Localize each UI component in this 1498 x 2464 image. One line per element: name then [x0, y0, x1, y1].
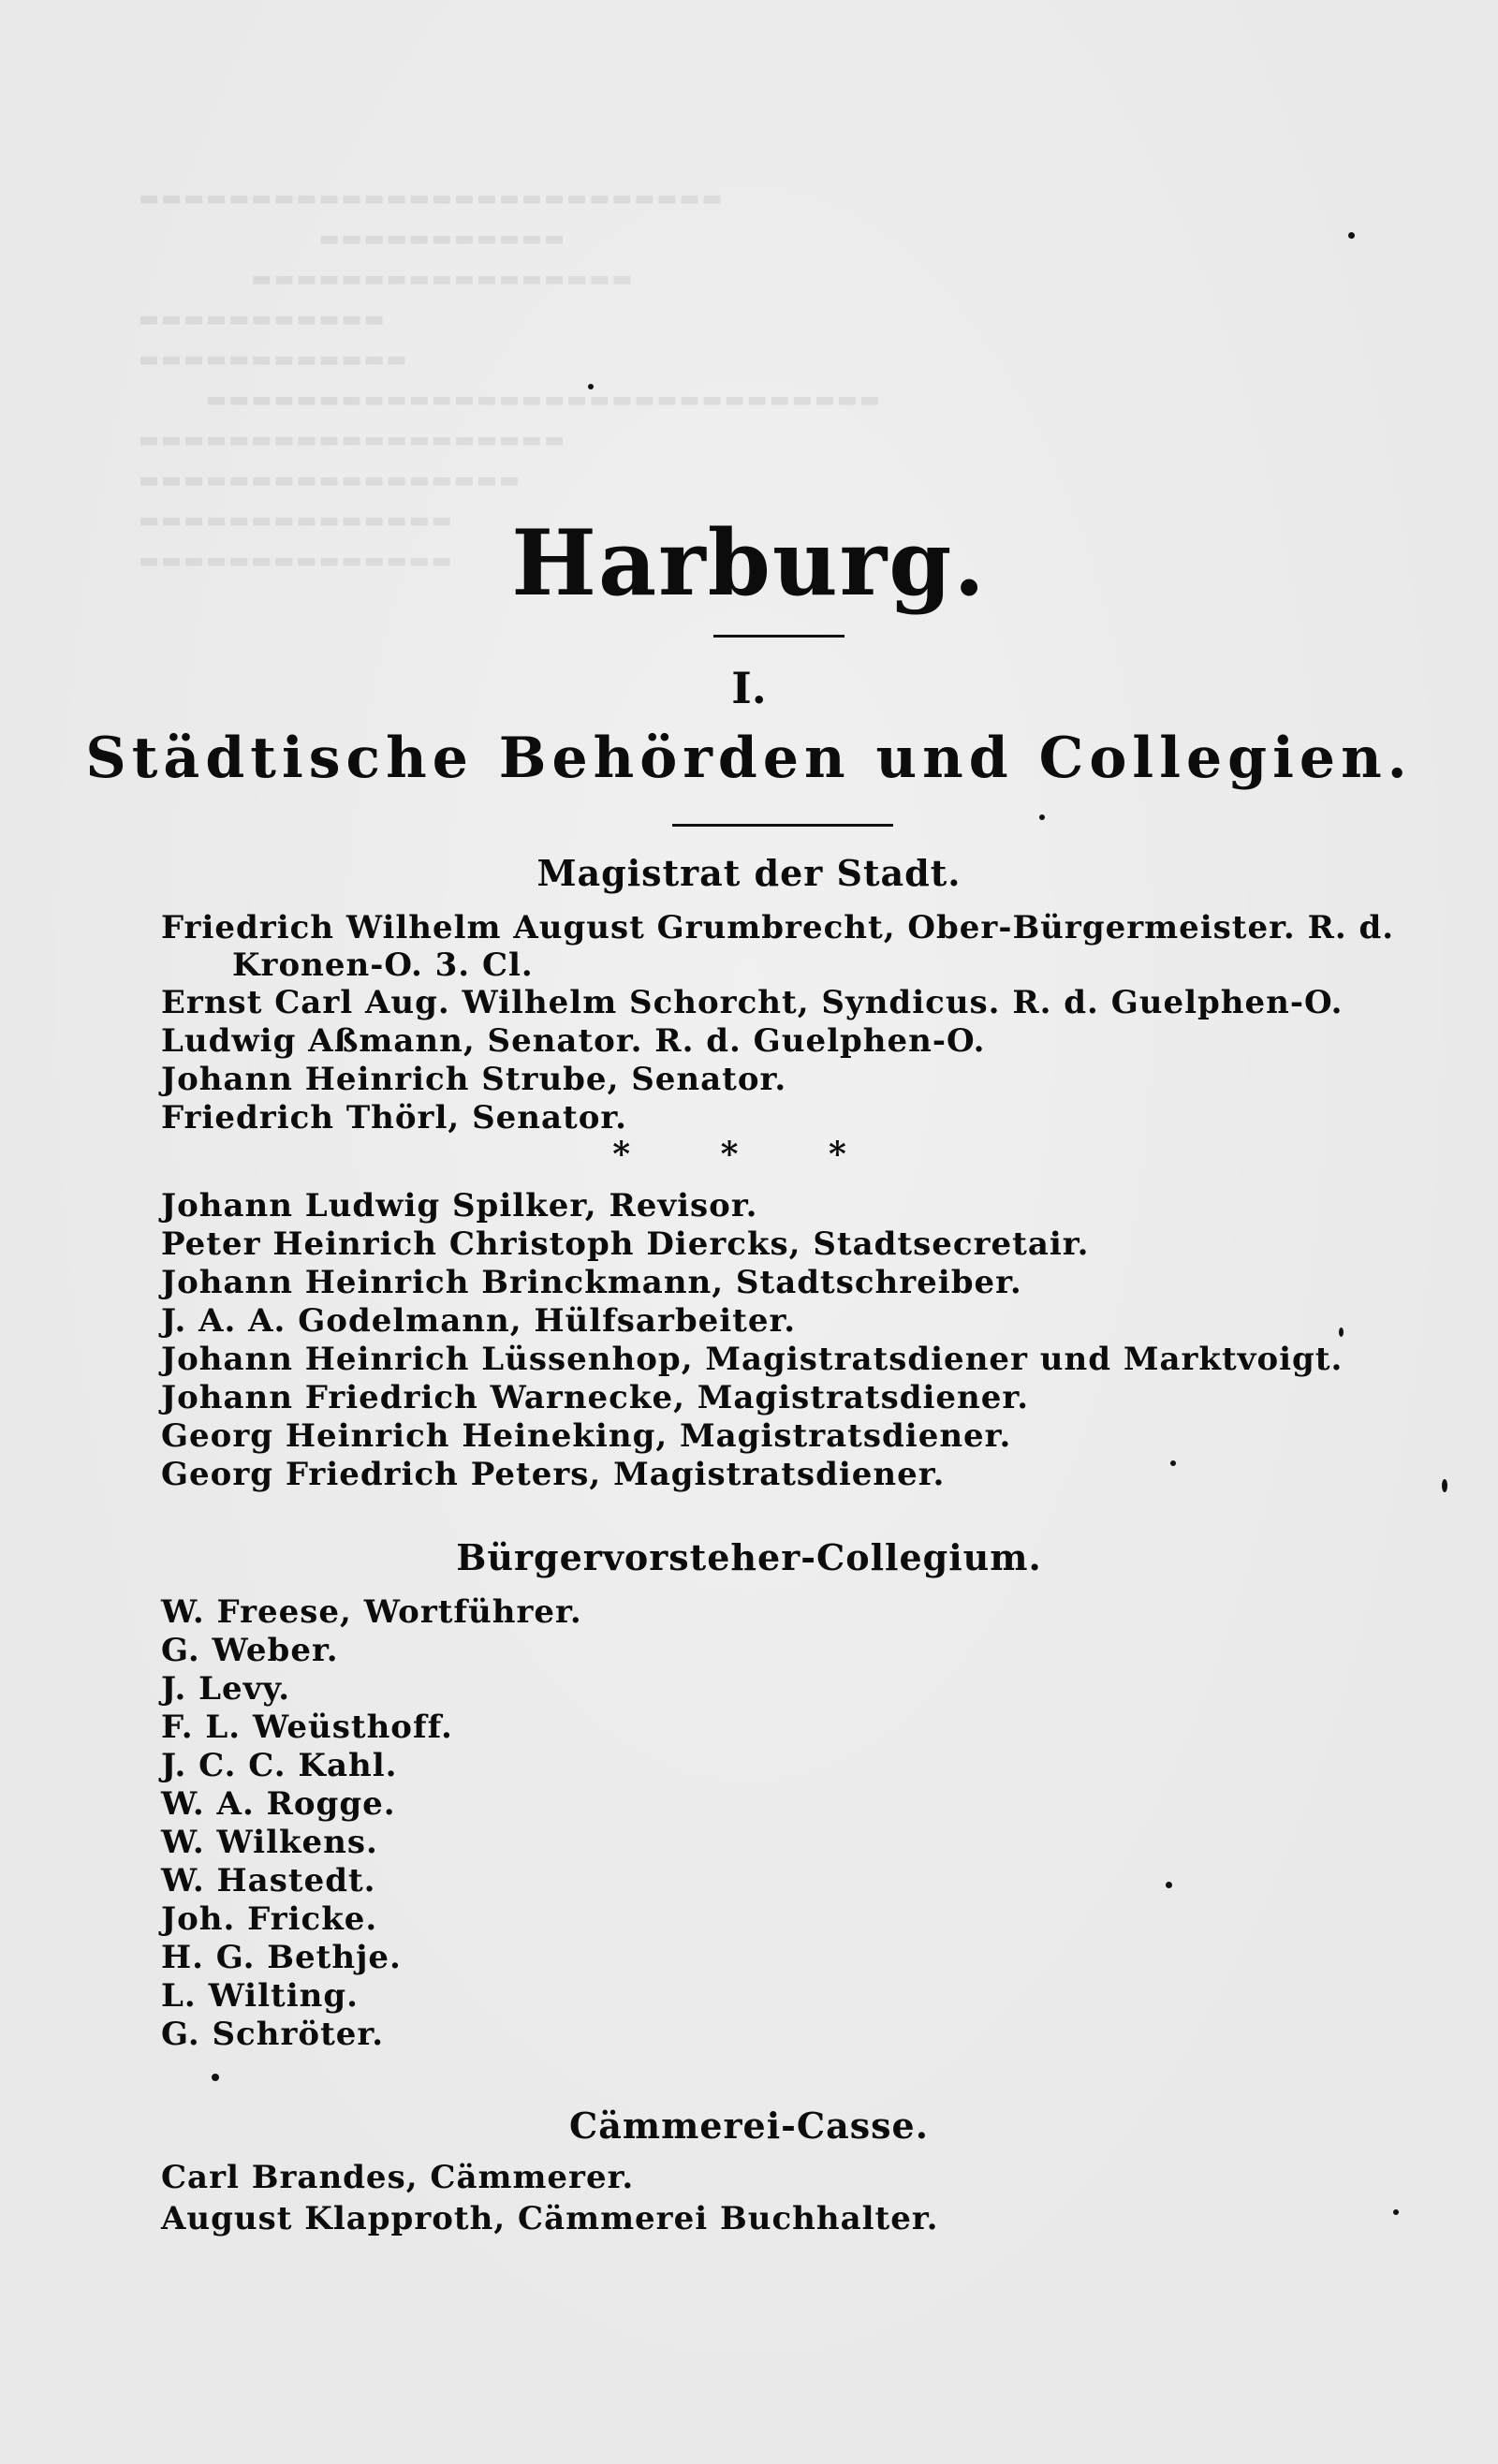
- kaemmerei-line: August Klapproth, Cämmerei Buchhalter.: [161, 2200, 939, 2237]
- member-line: W. Freese, Wortführer.: [161, 1593, 582, 1631]
- member-line: H. G. Bethje.: [161, 1939, 402, 1976]
- staff-line: Johann Ludwig Spilker, Revisor.: [161, 1187, 758, 1225]
- magistrat-line: Johann Heinrich Strube, Senator.: [161, 1061, 787, 1098]
- member-line: W. Hastedt.: [161, 1862, 376, 1899]
- staff-line: J. A. A. Godelmann, Hülfsarbeiter.: [161, 1302, 797, 1340]
- ink-speck: [1166, 1882, 1172, 1888]
- member-line: W. Wilkens.: [161, 1824, 378, 1861]
- ink-speck: [1442, 1479, 1447, 1492]
- staff-line: Johann Heinrich Brinckmann, Stadtschreiber.: [161, 1264, 1022, 1301]
- kaemmerei-line: Carl Brandes, Cämmerer.: [161, 2159, 635, 2196]
- staff-line: Georg Heinrich Heineking, Magistratsdiener.: [161, 1417, 1012, 1455]
- ink-speck: [1170, 1460, 1176, 1466]
- member-line: G. Weber.: [161, 1632, 339, 1669]
- staff-line: Peter Heinrich Christoph Diercks, Stadtsecretair.: [161, 1225, 1090, 1263]
- member-line: W. A. Rogge.: [161, 1785, 396, 1823]
- magistrat-line: Ludwig Aßmann, Senator. R. d. Guelphen-O.: [161, 1022, 986, 1060]
- member-line: Joh. Fricke.: [161, 1900, 378, 1938]
- buergervorsteher-heading: Bürgervorsteher-Collegium.: [456, 1536, 1042, 1578]
- staff-line: Georg Friedrich Peters, Magistratsdiener.: [161, 1456, 946, 1493]
- ink-speck: [212, 2074, 219, 2081]
- section-number: I.: [731, 663, 767, 713]
- staff-line: Johann Friedrich Warnecke, Magistratsdiener.: [161, 1379, 1030, 1416]
- heading-rule: [672, 824, 893, 827]
- ink-speck: [588, 384, 594, 389]
- member-line: J. Levy.: [161, 1670, 291, 1708]
- section-separator: * * *: [612, 1135, 886, 1174]
- member-line: L. Wilting.: [161, 1977, 359, 2015]
- ink-speck: [1339, 1327, 1344, 1337]
- staff-line: Johann Heinrich Lüssenhop, Magistratsdiener und Marktvoigt.: [161, 1341, 1344, 1378]
- kaemmerei-heading: Cämmerei-Casse.: [569, 2105, 929, 2147]
- title-rule: [713, 635, 844, 638]
- member-line: F. L. Weüsthoff.: [161, 1709, 453, 1746]
- ink-speck: [1348, 232, 1355, 239]
- ink-speck: [1393, 2209, 1399, 2215]
- member-line: J. C. C. Kahl.: [161, 1747, 398, 1784]
- magistrat-line: Friedrich Thörl, Senator.: [161, 1099, 628, 1137]
- page-title: Harburg.: [511, 510, 987, 616]
- member-line: G. Schröter.: [161, 2016, 385, 2053]
- ink-speck: [1039, 814, 1045, 820]
- magistrat-line: Friedrich Wilhelm August Grumbrecht, Ober-Bürgermeister. R. d.: [161, 909, 1395, 946]
- magistrat-line: Kronen-O. 3. Cl.: [232, 946, 534, 984]
- magistrat-heading: Magistrat der Stadt.: [536, 852, 962, 894]
- magistrat-line: Ernst Carl Aug. Wilhelm Schorcht, Syndicus. R. d. Guelphen-O.: [161, 984, 1344, 1021]
- bleed-through-texture: ▬▬▬▬▬▬▬▬▬▬▬▬▬▬▬▬▬▬▬▬▬▬▬▬▬▬ ▬▬▬▬▬▬▬▬▬▬▬ ▬▬▬▬▬▬▬▬▬▬▬▬▬▬▬▬▬ ▬▬▬▬▬▬▬▬▬▬▬ ▬▬▬▬▬▬▬▬▬▬▬▬ ▬▬▬▬▬▬▬▬▬▬▬▬▬▬▬▬▬▬▬▬▬▬▬▬▬▬▬▬▬▬ ▬▬▬▬▬▬▬▬▬▬▬▬▬▬▬▬▬▬▬ ▬▬▬▬▬▬▬▬▬▬▬▬▬▬▬▬▬ ▬▬▬▬▬▬▬▬▬▬▬▬▬▬ ▬▬▬▬▬▬▬▬▬▬▬▬▬▬: [140, 182, 885, 577]
- section-heading: Städtische Behörden und Collegien.: [85, 726, 1413, 791]
